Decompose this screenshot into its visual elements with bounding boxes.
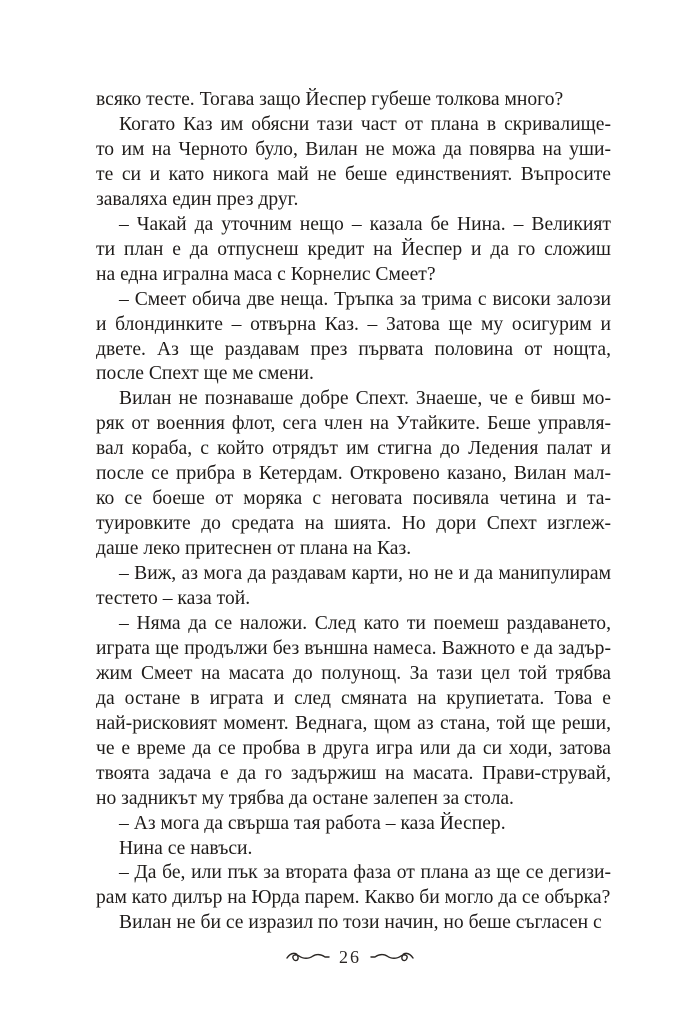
text-line: ряк от военния флот, сега член на Утайките. Беше управля- bbox=[96, 413, 611, 435]
flourish-right-icon bbox=[369, 950, 415, 964]
text-line: Нина се навъси. bbox=[119, 837, 253, 859]
text-line: вал кораба, с който отрядът им стигна до Ледения палат и bbox=[96, 438, 611, 460]
text-line: но задникът му трябва да остане залепен за стола. bbox=[96, 787, 514, 809]
text-line: – Чакай да уточним нещо – казала бе Нина. – Великият bbox=[119, 213, 611, 235]
text-line: то им на Черното було, Вилан не можа да повярва на уши- bbox=[96, 138, 611, 160]
text-line: Когато Каз им обясни тази част от плана в скривалище- bbox=[119, 113, 611, 135]
text-line: – Аз мога да свърша тая работа – каза Йеспер. bbox=[119, 812, 506, 834]
text-line: рам като дилър на Юрда парем. Какво би могло да се обърка? bbox=[96, 887, 611, 909]
text-line: да остане в играта и след смяната на крупиетата. Това е bbox=[96, 687, 611, 709]
text-line: Вилан не познаваше добре Спехт. Знаеше, че е бивш мо- bbox=[119, 388, 611, 410]
text-line: и блондинките – отвърна Каз. – Затова ще му осигурим и bbox=[96, 313, 611, 335]
text-line: – Няма да се наложи. След като ти поемеш раздаването, bbox=[119, 612, 611, 634]
text-line: на една игрална маса с Корнелис Смеет? bbox=[96, 263, 436, 285]
text-line: после Спехт ще ме смени. bbox=[96, 363, 314, 385]
page-footer bbox=[0, 942, 700, 972]
page-number: 26 bbox=[339, 946, 361, 967]
text-line: че е време да се пробва в друга игра или да си ходи, затова bbox=[96, 737, 611, 759]
text-line: играта ще продължи без външна намеса. Важното е да задър- bbox=[96, 637, 611, 659]
text-line: всяко тесте. Тогава защо Йеспер губеше толкова много? bbox=[96, 89, 564, 110]
text-line: после се прибра в Кетердам. Откровено казано, Вилан мал- bbox=[96, 463, 611, 485]
flourish-left-icon bbox=[285, 950, 331, 964]
text-line: жим Смеет на масата до полунощ. За тази цел той трябва bbox=[96, 662, 611, 684]
text-line: – Да бе, или пък за втората фаза от плана аз ще се дегизи- bbox=[119, 862, 611, 884]
text-line: тестето – каза той. bbox=[96, 588, 251, 609]
text-line: Вилан не би се изразил по този начин, но беше съгласен с bbox=[119, 912, 602, 934]
text-line: заваляха един през друг. bbox=[96, 188, 299, 210]
book-page bbox=[96, 0, 611, 1027]
text-line: даше леко притеснен от плана на Каз. bbox=[96, 538, 412, 560]
text-line: най-рисковият момент. Веднага, щом аз стана, той ще реши, bbox=[96, 712, 611, 734]
text-line: – Смеет обича две неща. Тръпка за трима с високи залози bbox=[119, 288, 611, 310]
text-line: твоята задача е да го задържиш на масата. Прави-струвай, bbox=[96, 762, 611, 784]
text-line: ко се боеше от моряка с неговата посивяла четина и та- bbox=[96, 488, 611, 510]
text-line: туировките до средата на шията. Но дори Спехт изглеж- bbox=[96, 513, 611, 535]
text-line: – Виж, аз мога да раздавам карти, но не и да манипулирам bbox=[119, 563, 611, 585]
text-line: двете. Аз ще раздавам през първата половина от нощта, bbox=[96, 338, 611, 360]
text-line: ти план е да отпуснеш кредит на Йеспер и да го сложиш bbox=[96, 238, 611, 260]
text-line: те си и като никога май не беше единственият. Въпросите bbox=[96, 163, 611, 185]
